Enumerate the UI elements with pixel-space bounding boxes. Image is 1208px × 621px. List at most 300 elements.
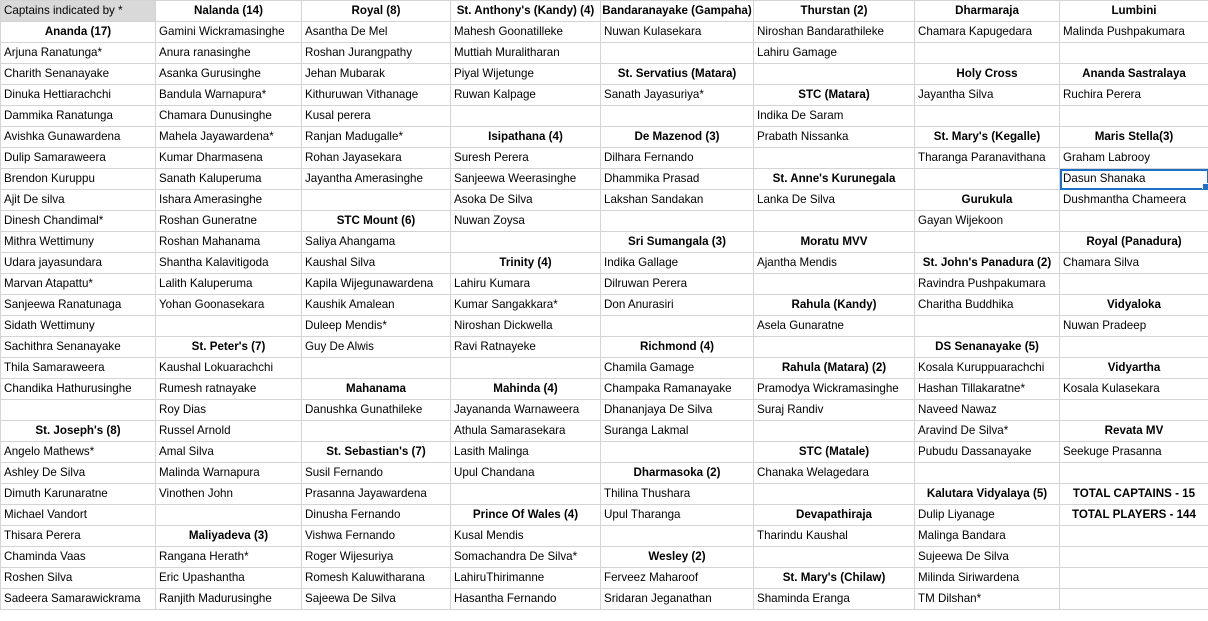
sheet-cell[interactable]: Lahiru Kumara — [451, 274, 601, 295]
school-header-cell[interactable] — [915, 190, 1060, 211]
sheet-cell[interactable]: Brendon Kuruppu — [1, 169, 156, 190]
school-header-label: STC (Matale) — [798, 445, 870, 458]
sheet-cell[interactable]: Roshan Jurangpathy — [302, 43, 451, 64]
sheet-cell[interactable]: Suranga Lakmal — [601, 421, 754, 442]
school-header-cell[interactable] — [601, 1, 754, 22]
sheet-cell[interactable]: Suresh Perera — [451, 148, 601, 169]
school-header-cell[interactable] — [754, 85, 915, 106]
sheet-cell[interactable]: Arjuna Ranatunga* — [1, 43, 156, 64]
sheet-cell[interactable] — [451, 358, 601, 379]
school-header-label: Ananda (17) — [44, 25, 112, 38]
sheet-cell[interactable]: Ruchira Perera — [1060, 85, 1208, 106]
sheet-cell[interactable] — [1060, 463, 1208, 484]
sheet-row — [1, 337, 1208, 358]
sheet-cell[interactable]: Captains indicated by * — [1, 1, 156, 22]
sheet-cell[interactable] — [754, 484, 915, 505]
school-header-label: Mahanama — [346, 382, 406, 395]
sheet-cell[interactable]: Charitha Buddhika — [915, 295, 1060, 316]
sheet-cell[interactable]: Chanaka Welagedara — [754, 463, 915, 484]
school-header-cell[interactable] — [915, 337, 1060, 358]
sheet-cell[interactable] — [601, 442, 754, 463]
sheet-cell[interactable]: Ranjith Madurusinghe — [156, 589, 302, 610]
school-header-label: St. Sebastian's (7) — [326, 445, 426, 458]
sheet-cell[interactable]: Roshan Mahanama — [156, 232, 302, 253]
sheet-cell[interactable]: Ravi Ratnayeke — [451, 337, 601, 358]
selected-cell[interactable]: Dasun Shanaka — [1060, 169, 1208, 190]
sheet-cell[interactable]: Ishara Amerasinghe — [156, 190, 302, 211]
sheet-cell[interactable] — [1060, 211, 1208, 232]
sheet-cell[interactable]: Dinusha Fernando — [302, 505, 451, 526]
school-header-cell[interactable] — [754, 442, 915, 463]
school-header-label: Prince Of Wales (4) — [472, 508, 579, 521]
sheet-cell[interactable]: Dimuth Karunaratne — [1, 484, 156, 505]
sheet-cell[interactable]: Sajeewa De Silva — [302, 589, 451, 610]
sheet-row — [1, 505, 1208, 526]
sheet-cell[interactable]: Rumesh ratnayake — [156, 379, 302, 400]
school-header-label: Dharmasoka (2) — [633, 466, 721, 479]
sheet-cell[interactable]: Asoka De Silva — [451, 190, 601, 211]
sheet-cell[interactable]: Guy De Alwis — [302, 337, 451, 358]
sheet-cell[interactable] — [754, 274, 915, 295]
sheet-cell[interactable]: Ferveez Maharoof — [601, 568, 754, 589]
sheet-cell[interactable]: Muttiah Muralitharan — [451, 43, 601, 64]
sheet-cell[interactable]: Mahesh Goonatilleke — [451, 22, 601, 43]
sheet-cell[interactable]: Jehan Mubarak — [302, 64, 451, 85]
sheet-cell[interactable]: Seekuge Prasanna — [1060, 442, 1208, 463]
sheet-cell[interactable]: Ashley De Silva — [1, 463, 156, 484]
sheet-cell[interactable] — [1060, 274, 1208, 295]
sheet-cell[interactable]: Kusal Mendis — [451, 526, 601, 547]
school-header-label: Devapathiraja — [795, 508, 873, 521]
sheet-cell[interactable]: Dulip Samaraweera — [1, 148, 156, 169]
sheet-row — [1, 43, 1208, 64]
sheet-cell[interactable]: Chamara Kapugedara — [915, 22, 1060, 43]
school-header-cell[interactable] — [601, 547, 754, 568]
school-header-cell[interactable] — [1, 22, 156, 43]
school-header-cell[interactable] — [601, 232, 754, 253]
school-header-cell[interactable] — [451, 379, 601, 400]
sheet-cell[interactable]: Susil Fernando — [302, 463, 451, 484]
school-header-label: Revata MV — [1104, 424, 1164, 437]
sheet-cell[interactable] — [601, 316, 754, 337]
sheet-cell[interactable]: Romesh Kaluwitharana — [302, 568, 451, 589]
sheet-cell[interactable] — [156, 505, 302, 526]
sheet-cell[interactable]: Chamila Gamage — [601, 358, 754, 379]
sheet-cell[interactable]: Indika De Saram — [754, 106, 915, 127]
sheet-cell[interactable]: Eric Upashantha — [156, 568, 302, 589]
school-header-cell[interactable] — [1060, 1, 1208, 22]
sheet-row — [1, 316, 1208, 337]
sheet-cell[interactable]: Asela Gunaratne — [754, 316, 915, 337]
sheet-cell[interactable]: Lahiru Gamage — [754, 43, 915, 64]
sheet-row — [1, 295, 1208, 316]
sheet-cell[interactable]: Pramodya Wickramasinghe — [754, 379, 915, 400]
school-header-cell[interactable] — [915, 127, 1060, 148]
sheet-cell[interactable]: Don Anurasiri — [601, 295, 754, 316]
school-header-label: TOTAL PLAYERS - 144 — [1072, 508, 1196, 521]
sheet-row — [1, 106, 1208, 127]
sheet-cell[interactable]: Kapila Wijegunawardena — [302, 274, 451, 295]
sheet-cell[interactable]: Somachandra De Silva* — [451, 547, 601, 568]
school-header-cell[interactable] — [601, 337, 754, 358]
school-header-label: Vidyartha — [1107, 361, 1161, 374]
school-header-cell[interactable] — [1060, 358, 1208, 379]
sheet-cell[interactable]: Tharanga Paranavithana — [915, 148, 1060, 169]
sheet-cell[interactable]: Sadeera Samarawickrama — [1, 589, 156, 610]
sheet-cell[interactable]: Ajit De silva — [1, 190, 156, 211]
sheet-cell[interactable]: Nuwan Kulasekara — [601, 22, 754, 43]
sheet-row — [1, 1, 1208, 22]
sheet-cell[interactable]: Niroshan Bandarathileke — [754, 22, 915, 43]
sheet-cell[interactable]: Sachithra Senanayake — [1, 337, 156, 358]
sheet-cell[interactable]: Mahela Jayawardena* — [156, 127, 302, 148]
school-header-label: Bandaranayake (Gampaha) — [602, 4, 752, 17]
school-header-label: DS Senanayake (5) — [935, 340, 1039, 353]
sheet-cell[interactable]: Piyal Wijetunge — [451, 64, 601, 85]
sheet-cell[interactable]: Kusal perera — [302, 106, 451, 127]
sheet-cell[interactable] — [156, 316, 302, 337]
sheet-cell[interactable]: Kumar Dharmasena — [156, 148, 302, 169]
sheet-cell[interactable]: Graham Labrooy — [1060, 148, 1208, 169]
sheet-cell[interactable]: Malinda Pushpakumara — [1060, 22, 1208, 43]
school-header-label: Richmond (4) — [639, 340, 715, 353]
sheet-cell[interactable]: Kaushal Lokuarachchi — [156, 358, 302, 379]
sheet-cell[interactable]: Kumar Sangakkara* — [451, 295, 601, 316]
sheet-cell[interactable] — [1060, 337, 1208, 358]
sheet-cell[interactable]: Niroshan Dickwella — [451, 316, 601, 337]
school-header-label: Nalanda (14) — [194, 4, 263, 17]
sheet-cell[interactable]: Jayantha Silva — [915, 85, 1060, 106]
school-header-label: St. Anthony's (Kandy) (4) — [456, 4, 595, 17]
sheet-cell[interactable]: Rohan Jayasekara — [302, 148, 451, 169]
sheet-cell[interactable]: Sujeewa De Silva — [915, 547, 1060, 568]
school-header-label: STC Mount (6) — [336, 214, 416, 227]
sheet-cell[interactable]: Indika Gallage — [601, 253, 754, 274]
school-header-label: Rahula (Matara) (2) — [781, 361, 887, 374]
sheet-row — [1, 400, 1208, 421]
sheet-cell[interactable]: Dilruwan Perera — [601, 274, 754, 295]
sheet-cell[interactable]: Athula Samarasekara — [451, 421, 601, 442]
sheet-row — [1, 358, 1208, 379]
sheet-cell[interactable]: Pubudu Dassanayake — [915, 442, 1060, 463]
sheet-cell[interactable]: Nuwan Zoysa — [451, 211, 601, 232]
school-header-cell[interactable] — [754, 1, 915, 22]
school-header-cell[interactable] — [915, 253, 1060, 274]
school-header-cell[interactable] — [302, 1, 451, 22]
sheet-row — [1, 421, 1208, 442]
sheet-row — [1, 253, 1208, 274]
school-header-cell[interactable] — [302, 442, 451, 463]
sheet-cell[interactable]: Sanath Jayasuriya* — [601, 85, 754, 106]
sheet-cell[interactable]: Jayananda Warnaweera — [451, 400, 601, 421]
sheet-cell[interactable]: Asanka Gurusinghe — [156, 64, 302, 85]
sheet-cell[interactable]: Upul Chandana — [451, 463, 601, 484]
school-header-cell[interactable] — [302, 379, 451, 400]
sheet-cell[interactable]: Saliya Ahangama — [302, 232, 451, 253]
sheet-row — [1, 568, 1208, 589]
sheet-row — [1, 274, 1208, 295]
sheet-row — [1, 442, 1208, 463]
school-header-label: Gurukula — [961, 193, 1013, 206]
sheet-cell[interactable]: Roshan Guneratne — [156, 211, 302, 232]
school-header-label: Isipathana (4) — [488, 130, 563, 143]
sheet-cell[interactable]: Kosala Kuruppuarachchi — [915, 358, 1060, 379]
sheet-cell[interactable] — [915, 316, 1060, 337]
school-header-label: St. Mary's (Kegalle) — [933, 130, 1041, 143]
school-header-cell[interactable] — [451, 1, 601, 22]
sheet-cell[interactable] — [1060, 547, 1208, 568]
sheet-cell[interactable]: Duleep Mendis* — [302, 316, 451, 337]
school-header-cell[interactable] — [1060, 421, 1208, 442]
school-header-cell[interactable] — [754, 169, 915, 190]
sheet-cell[interactable]: Anura ranasinghe — [156, 43, 302, 64]
sheet-cell[interactable]: Hashan Tillakaratne* — [915, 379, 1060, 400]
school-header-cell[interactable] — [754, 505, 915, 526]
sheet-row — [1, 589, 1208, 610]
sheet-cell[interactable]: Yohan Goonasekara — [156, 295, 302, 316]
sheet-cell[interactable]: Ranjan Madugalle* — [302, 127, 451, 148]
sheet-cell[interactable]: Aravind De Silva* — [915, 421, 1060, 442]
school-header-cell[interactable] — [915, 484, 1060, 505]
sheet-cell[interactable]: Michael Vandort — [1, 505, 156, 526]
school-header-cell[interactable] — [1060, 505, 1208, 526]
sheet-cell[interactable]: Thisara Perera — [1, 526, 156, 547]
sheet-cell[interactable]: Amal Silva — [156, 442, 302, 463]
sheet-cell[interactable]: Malinga Bandara — [915, 526, 1060, 547]
sheet-cell[interactable] — [754, 421, 915, 442]
sheet-cell[interactable] — [915, 463, 1060, 484]
school-header-cell[interactable] — [1060, 232, 1208, 253]
school-header-cell[interactable] — [156, 526, 302, 547]
sheet-cell[interactable]: TM Dilshan* — [915, 589, 1060, 610]
sheet-cell[interactable] — [915, 43, 1060, 64]
school-header-cell[interactable] — [754, 295, 915, 316]
sheet-cell[interactable]: Shantha Kalavitigoda — [156, 253, 302, 274]
school-header-cell[interactable] — [451, 253, 601, 274]
sheet-cell[interactable] — [451, 484, 601, 505]
school-header-label: Moratu MVV — [800, 235, 868, 248]
sheet-cell[interactable]: Charith Senanayake — [1, 64, 156, 85]
sheet-cell[interactable]: Malinda Warnapura — [156, 463, 302, 484]
school-header-cell[interactable] — [754, 568, 915, 589]
sheet-row — [1, 526, 1208, 547]
sheet-cell[interactable]: Dinesh Chandimal* — [1, 211, 156, 232]
sheet-cell[interactable]: Vinothen John — [156, 484, 302, 505]
school-header-label: St. Anne's Kurunegala — [772, 172, 896, 185]
school-header-label: St. Joseph's (8) — [35, 424, 121, 437]
sheet-cell[interactable]: Chandika Hathurusinghe — [1, 379, 156, 400]
sheet-cell[interactable]: Lalith Kaluperuma — [156, 274, 302, 295]
sheet-cell[interactable]: Naveed Nawaz — [915, 400, 1060, 421]
sheet-cell[interactable]: Ruwan Kalpage — [451, 85, 601, 106]
school-header-label: Royal (8) — [351, 4, 401, 17]
school-header-cell[interactable] — [601, 127, 754, 148]
school-header-cell[interactable] — [1, 421, 156, 442]
sheet-row — [1, 190, 1208, 211]
sheet-cell[interactable]: Sanjeewa Weerasinghe — [451, 169, 601, 190]
sheet-cell[interactable]: Rangana Herath* — [156, 547, 302, 568]
sheet-cell[interactable] — [1060, 43, 1208, 64]
school-header-label: STC (Matara) — [798, 88, 870, 101]
school-header-cell[interactable] — [1060, 484, 1208, 505]
sheet-cell[interactable] — [601, 106, 754, 127]
sheet-cell[interactable]: Lakshan Sandakan — [601, 190, 754, 211]
sheet-cell[interactable]: Chamara Dunusinghe — [156, 106, 302, 127]
sheet-row — [1, 232, 1208, 253]
sheet-cell[interactable]: Chaminda Vaas — [1, 547, 156, 568]
school-header-label: Sri Sumangala (3) — [628, 235, 726, 248]
sheet-row — [1, 127, 1208, 148]
sheet-cell[interactable]: Lanka De Silva — [754, 190, 915, 211]
sheet-row — [1, 463, 1208, 484]
school-header-cell[interactable] — [915, 1, 1060, 22]
sheet-cell[interactable]: Chamara Silva — [1060, 253, 1208, 274]
sheet-cell[interactable]: Champaka Ramanayake — [601, 379, 754, 400]
school-header-label: St. Peter's (7) — [191, 340, 266, 353]
school-header-label: St. John's Panadura (2) — [922, 256, 1052, 269]
school-header-cell[interactable] — [601, 64, 754, 85]
sheet-cell[interactable]: Dhammika Prasad — [601, 169, 754, 190]
school-header-cell[interactable] — [915, 64, 1060, 85]
sheet-row — [1, 22, 1208, 43]
sheet-cell[interactable]: Kithuruwan Vithanage — [302, 85, 451, 106]
sheet-cell[interactable] — [1060, 568, 1208, 589]
sheet-cell[interactable] — [302, 358, 451, 379]
sheet-cell[interactable]: Avishka Gunawardena — [1, 127, 156, 148]
sheet-cell[interactable]: Jayantha Amerasinghe — [302, 169, 451, 190]
school-header-cell[interactable] — [601, 463, 754, 484]
sheet-cell[interactable]: Dushmantha Chameera — [1060, 190, 1208, 211]
sheet-cell[interactable]: Mithra Wettimuny — [1, 232, 156, 253]
school-header-label: Thurstan (2) — [800, 4, 868, 17]
sheet-cell[interactable]: Kosala Kulasekara — [1060, 379, 1208, 400]
school-header-label: Dharmaraja — [955, 4, 1019, 17]
sheet-cell[interactable] — [1060, 589, 1208, 610]
sheet-cell[interactable]: Suraj Randiv — [754, 400, 915, 421]
school-header-cell[interactable] — [156, 1, 302, 22]
sheet-cell[interactable]: Shaminda Eranga — [754, 589, 915, 610]
school-header-label: Maris Stella(3) — [1094, 130, 1174, 143]
sheet-cell[interactable]: LahiruThirimanne — [451, 568, 601, 589]
school-header-cell[interactable] — [754, 232, 915, 253]
school-header-cell[interactable] — [451, 127, 601, 148]
sheet-cell[interactable] — [1060, 400, 1208, 421]
sheet-cell[interactable]: Milinda Siriwardena — [915, 568, 1060, 589]
school-header-label: Wesley (2) — [648, 550, 706, 563]
sheet-cell[interactable]: Angelo Mathews* — [1, 442, 156, 463]
school-header-label: TOTAL CAPTAINS - 15 — [1072, 487, 1196, 500]
school-header-cell[interactable] — [451, 505, 601, 526]
sheet-cell[interactable]: Udara jayasundara — [1, 253, 156, 274]
sheet-cell[interactable] — [754, 337, 915, 358]
sheet-cell[interactable] — [754, 148, 915, 169]
sheet-cell[interactable] — [754, 547, 915, 568]
school-header-label: Maliyadeva (3) — [188, 529, 269, 542]
sheet-cell[interactable]: Tharindu Kaushal — [754, 526, 915, 547]
school-header-cell[interactable] — [156, 337, 302, 358]
sheet-cell[interactable]: Russel Arnold — [156, 421, 302, 442]
sheet-cell[interactable] — [754, 64, 915, 85]
school-header-label: Holy Cross — [956, 67, 1018, 80]
school-header-label: Royal (Panadura) — [1086, 235, 1182, 248]
sheet-cell[interactable]: Vishwa Fernando — [302, 526, 451, 547]
sheet-cell[interactable] — [1060, 526, 1208, 547]
sheet-cell[interactable]: Hasantha Fernando — [451, 589, 601, 610]
sheet-cell[interactable] — [302, 421, 451, 442]
sheet-cell[interactable]: Dammika Ranatunga — [1, 106, 156, 127]
school-header-label: Ananda Sastralaya — [1082, 67, 1186, 80]
sheet-cell[interactable]: Nuwan Pradeep — [1060, 316, 1208, 337]
sheet-cell[interactable]: Roshen Silva — [1, 568, 156, 589]
sheet-cell[interactable] — [915, 169, 1060, 190]
sheet-row — [1, 379, 1208, 400]
sheet-cell[interactable]: Sidath Wettimuny — [1, 316, 156, 337]
sheet-cell[interactable]: Kaushik Amalean — [302, 295, 451, 316]
sheet-row — [1, 148, 1208, 169]
sheet-cell[interactable]: Dhananjaya De Silva — [601, 400, 754, 421]
sheet-cell[interactable] — [302, 190, 451, 211]
school-header-cell[interactable] — [1060, 127, 1208, 148]
school-header-cell[interactable] — [754, 358, 915, 379]
sheet-cell[interactable] — [915, 232, 1060, 253]
sheet-cell[interactable]: Dilhara Fernando — [601, 148, 754, 169]
sheet-cell[interactable] — [915, 106, 1060, 127]
school-header-cell[interactable] — [1060, 64, 1208, 85]
sheet-cell[interactable]: Sridaran Jeganathan — [601, 589, 754, 610]
sheet-cell[interactable]: Roger Wijesuriya — [302, 547, 451, 568]
school-header-label: St. Mary's (Chilaw) — [782, 571, 886, 584]
school-header-cell[interactable] — [302, 211, 451, 232]
sheet-cell[interactable]: Ajantha Mendis — [754, 253, 915, 274]
sheet-cell[interactable] — [1, 400, 156, 421]
school-header-cell[interactable] — [1060, 295, 1208, 316]
sheet-cell[interactable] — [601, 43, 754, 64]
sheet-cell[interactable]: Danushka Gunathileke — [302, 400, 451, 421]
sheet-cell[interactable]: Prasanna Jayawardena — [302, 484, 451, 505]
sheet-cell[interactable]: Asantha De Mel — [302, 22, 451, 43]
sheet-cell[interactable]: Sanjeewa Ranatunaga — [1, 295, 156, 316]
sheet-cell[interactable]: Ravindra Pushpakumara — [915, 274, 1060, 295]
sheet-cell[interactable]: Thila Samaraweera — [1, 358, 156, 379]
sheet-cell[interactable] — [601, 211, 754, 232]
sheet-cell[interactable] — [451, 106, 601, 127]
school-header-label: Vidyaloka — [1107, 298, 1161, 311]
sheet-cell[interactable] — [601, 526, 754, 547]
school-header-label: De Mazenod (3) — [634, 130, 720, 143]
sheet-cell[interactable]: Marvan Atapattu* — [1, 274, 156, 295]
sheet-row — [1, 64, 1208, 85]
sheet-cell[interactable]: Lasith Malinga — [451, 442, 601, 463]
sheet-cell[interactable]: Sanath Kaluperuma — [156, 169, 302, 190]
sheet-cell[interactable]: Prabath Nissanka — [754, 127, 915, 148]
sheet-cell[interactable]: Kaushal Silva — [302, 253, 451, 274]
school-header-label: Lumbini — [1111, 4, 1157, 17]
sheet-cell[interactable]: Bandula Warnapura* — [156, 85, 302, 106]
sheet-cell[interactable] — [451, 232, 601, 253]
sheet-cell[interactable] — [1060, 106, 1208, 127]
spreadsheet-body — [1, 1, 1208, 610]
sheet-cell[interactable]: Dulip Liyanage — [915, 505, 1060, 526]
sheet-cell[interactable]: Upul Tharanga — [601, 505, 754, 526]
sheet-cell[interactable]: Gamini Wickramasinghe — [156, 22, 302, 43]
sheet-row — [1, 211, 1208, 232]
sheet-cell[interactable]: Dinuka Hettiarachchi — [1, 85, 156, 106]
school-header-label: St. Servatius (Matara) — [617, 67, 737, 80]
sheet-cell[interactable]: Thilina Thushara — [601, 484, 754, 505]
sheet-cell[interactable]: Roy Dias — [156, 400, 302, 421]
sheet-cell[interactable] — [754, 211, 915, 232]
sheet-cell[interactable]: Gayan Wijekoon — [915, 211, 1060, 232]
